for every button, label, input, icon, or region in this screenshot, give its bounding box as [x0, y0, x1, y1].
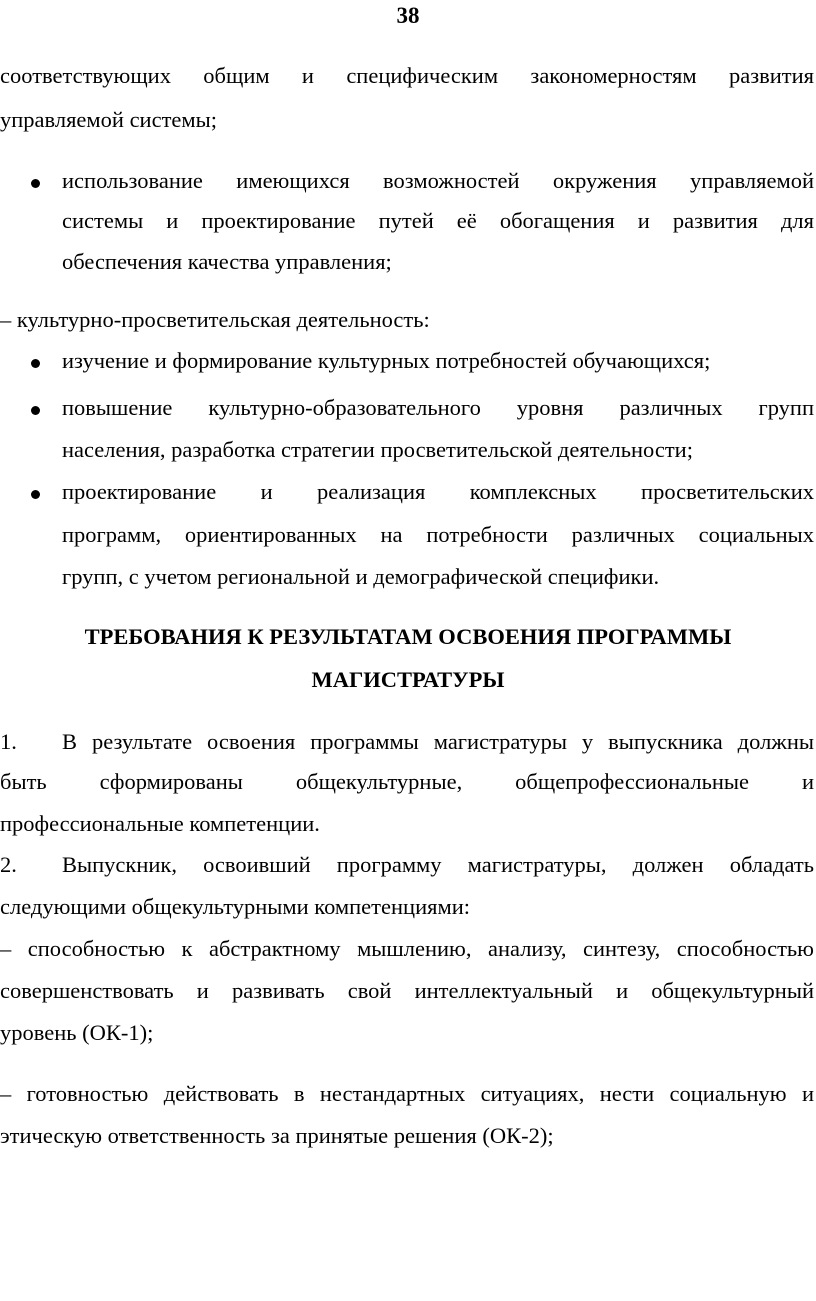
- bullet-1-line-2: системы и проектирование путей её обогащения и развития для: [62, 208, 814, 233]
- ok-1-line-1: – способностью к абстрактному мышлению, анализу, синтезу, способностью: [0, 936, 814, 961]
- section-title-line-2: МАГИСТРАТУРЫ: [311, 667, 505, 692]
- item-2-number: 2.: [0, 852, 17, 877]
- cultural-bullet-2-line-1: повышение культурно-образовательного уровня различных групп: [62, 395, 814, 420]
- cultural-bullet-2-line-2: населения, разработка стратегии просветительской деятельности;: [62, 437, 693, 462]
- bullet-1-line-1: использование имеющихся возможностей окружения управляемой: [62, 168, 814, 193]
- cultural-bullet-3-line-1: проектирование и реализация комплексных просветительских: [62, 479, 814, 504]
- ok-1-line-3: уровень (ОК-1);: [0, 1020, 154, 1045]
- bullet-icon: [31, 359, 40, 368]
- page-number: 38: [396, 3, 420, 28]
- intro-line-2: управляемой системы;: [0, 107, 218, 132]
- ok-2-line-1: – готовностью действовать в нестандартных ситуациях, нести социальную и: [0, 1081, 814, 1106]
- cultural-bullet-3-line-2: программ, ориентированных на потребности различных социальных: [62, 522, 814, 547]
- item-1-number: 1.: [0, 729, 17, 754]
- bullet-icon: [31, 490, 40, 499]
- cultural-bullet-1-line-1: изучение и формирование культурных потребностей обучающихся;: [62, 348, 711, 373]
- item-1-line-3: профессиональные компетенции.: [0, 811, 320, 836]
- cultural-activity-heading: – культурно-просветительская деятельность:: [0, 307, 430, 332]
- item-1-line-2: быть сформированы общекультурные, общепрофессиональные и: [0, 769, 814, 794]
- intro-line-1: соответствующих общим и специфическим закономерностям развития: [0, 63, 814, 88]
- ok-2-line-2: этическую ответственность за принятые решения (ОК-2);: [0, 1123, 554, 1148]
- ok-1-line-2: совершенствовать и развивать свой интеллектуальный и общекультурный: [0, 978, 814, 1003]
- bullet-icon: [31, 179, 40, 188]
- cultural-bullet-3-line-3: групп, с учетом региональной и демографической специфики.: [62, 564, 660, 589]
- item-2-line-1: Выпускник, освоивший программу магистратуры, должен обладать: [62, 852, 814, 877]
- item-1-line-1: В результате освоения программы магистратуры у выпускника должны: [62, 729, 814, 754]
- bullet-icon: [31, 406, 40, 415]
- item-2-line-2: следующими общекультурными компетенциями:: [0, 894, 470, 919]
- bullet-1-line-3: обеспечения качества управления;: [62, 249, 392, 274]
- section-title-line-1: ТРЕБОВАНИЯ К РЕЗУЛЬТАТАМ ОСВОЕНИЯ ПРОГРАММЫ: [84, 624, 732, 649]
